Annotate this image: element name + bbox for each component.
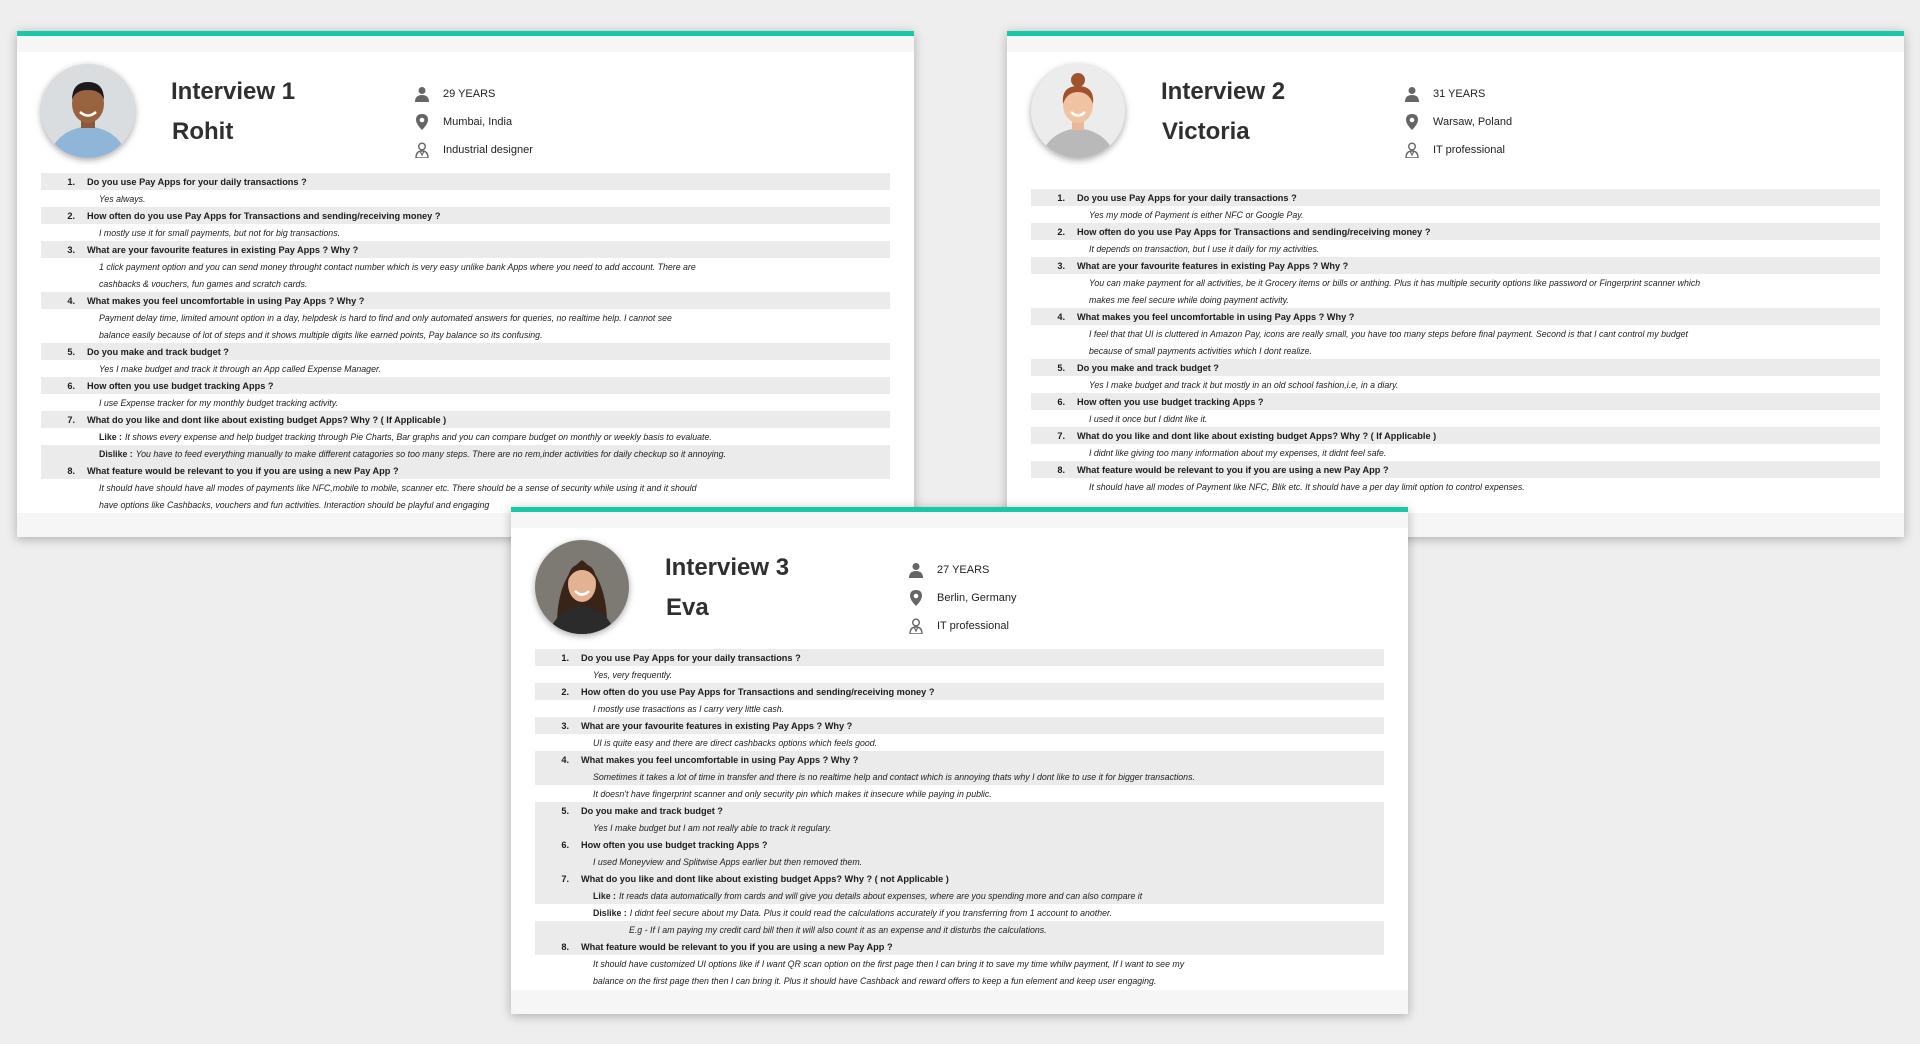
answer-line: balance on the first page then then I can bring it. Plus it should have Cashback and reward offers to keep a fun element and keep user engaging. (593, 975, 1157, 986)
question-number: 8. (561, 941, 569, 952)
question-number: 6. (561, 839, 569, 850)
profile-info (415, 80, 533, 164)
dislike-text: You have to feed everything manually to make different catagories so too many steps. There are no rem,inder activities for daily checkup so it annoying. (135, 448, 726, 459)
answer-line: because of small payments activities which I dont realize. (1089, 345, 1312, 356)
question-row (535, 717, 1384, 734)
question-text: How often you use budget tracking Apps ? (581, 839, 768, 850)
question-row (1031, 427, 1880, 444)
dislike-text: I didnt feel secure about my Data. Plus it could read the calculations accurately if you transferring from 1 account to another. (629, 907, 1113, 918)
answer-line: have options like Cashbacks, vouchers and fun activities. Interaction should be playful and engaging (99, 499, 490, 510)
age-value: 31 YEARS (1433, 88, 1486, 100)
person-icon (909, 562, 923, 578)
question-number: 6. (67, 380, 75, 391)
question-row (1031, 308, 1880, 325)
person-icon (415, 86, 429, 102)
dislike-line (41, 445, 890, 462)
occupation-row (909, 612, 1016, 640)
example-line: E.g - If I am paying my credit card bill then it will also count it as an expense and it disturbs the calculations. (535, 921, 1384, 938)
location-value: Berlin, Germany (937, 592, 1017, 604)
avatar-photo (535, 540, 629, 634)
like-text: It shows every expense and help budget tracking through Pie Charts, Bar graphs and you can compare budget on monthly or weekly basis to evaluate. (124, 431, 712, 442)
location-pin-icon (1405, 114, 1419, 130)
answer-line: It should have should have all modes of payments like NFC,mobile to mobile, scanner etc. There should be a sense of security while using it and it should (99, 482, 697, 493)
question-text: How often you use budget tracking Apps ? (87, 380, 274, 391)
like-label: Like : (593, 890, 616, 901)
answer-line: UI is quite easy and there are direct cashbacks options which feels good. (593, 737, 878, 748)
answer-line: It doesn't have fingerprint scanner and only security pin which makes it insecure while paying in public. (593, 788, 992, 799)
question-text: How often do you use Pay Apps for Transactions and sending/receiving money ? (1077, 226, 1431, 237)
answer-line: Yes, very frequently. (593, 669, 673, 680)
dislike-line (535, 904, 1384, 921)
question-number: 1. (67, 176, 75, 187)
question-number: 3. (1057, 260, 1065, 271)
age-value: 29 YEARS (443, 88, 496, 100)
question-row (1031, 359, 1880, 376)
answer-line: I didnt like giving too many information about my expenses, it didnt feel safe. (1089, 447, 1387, 458)
answer-line: makes me feel secure while doing payment activity. (1089, 294, 1289, 305)
question-row (41, 343, 890, 360)
person-icon (1405, 86, 1419, 102)
question-row (41, 377, 890, 394)
like-line (41, 428, 890, 445)
like-text: It reads data automatically from cards and will give you details about expenses, where are you spending more and can also compare it (618, 890, 1143, 901)
occupation-icon (1405, 142, 1419, 158)
question-number: 1. (561, 652, 569, 663)
question-text: Do you use Pay Apps for your daily transactions ? (1077, 192, 1297, 203)
answer-line: It should have customized UI options like if I want QR scan option on the first page then I can bring it to save my time whilw payment, If I want to see my (593, 958, 1185, 969)
question-row (41, 173, 890, 190)
card-bottom-strip (511, 990, 1408, 1014)
question-number: 4. (1057, 311, 1065, 322)
answer-line: Yes I make budget but I am not really able to track it regulary. (535, 819, 1384, 836)
answer-line: I used it once but I didnt like it. (1089, 413, 1208, 424)
card-top-strip (511, 512, 1408, 528)
question-number: 5. (561, 805, 569, 816)
question-text: Do you make and track budget ? (87, 346, 229, 357)
answer-line: Yes I make budget and track it through an App called Expense Manager. (99, 363, 382, 374)
interviewee-name: Victoria (1162, 118, 1250, 145)
occupation-row (415, 136, 533, 164)
question-text: How often you use budget tracking Apps ? (1077, 396, 1264, 407)
question-number: 1. (1057, 192, 1065, 203)
occupation-value: Industrial designer (443, 144, 533, 156)
question-number: 2. (561, 686, 569, 697)
question-number: 5. (67, 346, 75, 357)
question-row (1031, 223, 1880, 240)
location-value: Mumbai, India (443, 116, 513, 128)
question-text: What are your favourite features in existing Pay Apps ? Why ? (87, 244, 359, 255)
interview-card-3 (511, 507, 1408, 1014)
question-text: How often do you use Pay Apps for Transactions and sending/receiving money ? (87, 210, 441, 221)
interviewee-name: Rohit (172, 118, 234, 145)
qa-list (535, 649, 1384, 989)
answer-line: 1 click payment option and you can send money throught contact number which is very easy unlike bank Apps where you need to add account. There are (99, 261, 696, 272)
dislike-label: Dislike : (99, 448, 133, 459)
question-row (535, 938, 1384, 955)
interview-title: Interview 2 (1161, 78, 1286, 105)
question-text: What feature would be relevant to you if you are using a new Pay App ? (87, 465, 399, 476)
location-row (415, 108, 533, 136)
age-value: 27 YEARS (937, 564, 990, 576)
question-row (1031, 393, 1880, 410)
question-text: What are your favourite features in existing Pay Apps ? Why ? (1077, 260, 1349, 271)
question-row (41, 462, 890, 479)
answer-line: I mostly use trasactions as I carry very little cash. (593, 703, 785, 714)
question-text: Do you use Pay Apps for your daily transactions ? (581, 652, 801, 663)
question-text: What feature would be relevant to you if you are using a new Pay App ? (1077, 464, 1389, 475)
question-number: 3. (561, 720, 569, 731)
occupation-row (1405, 136, 1512, 164)
question-text: What do you like and dont like about existing budget Apps? Why ? ( If Applicable ) (1077, 430, 1437, 441)
question-row (1031, 189, 1880, 206)
question-text: What makes you feel uncomfortable in using Pay Apps ? Why ? (87, 295, 365, 306)
question-number: 6. (1057, 396, 1065, 407)
interview-card-1 (17, 31, 914, 537)
question-number: 4. (561, 754, 569, 765)
occupation-value: IT professional (937, 620, 1009, 632)
question-row (535, 870, 1384, 887)
location-row (909, 584, 1016, 612)
question-row (535, 836, 1384, 853)
answer-line: I mostly use it for small payments, but not for big transactions. (99, 227, 341, 238)
question-text: What do you like and dont like about existing budget Apps? Why ? ( If Applicable ) (87, 414, 447, 425)
like-line (535, 887, 1384, 904)
question-text: What do you like and dont like about existing budget Apps? Why ? ( not Applicable ) (581, 873, 949, 884)
question-number: 2. (1057, 226, 1065, 237)
like-label: Like : (99, 431, 122, 442)
question-number: 8. (67, 465, 75, 476)
question-text: What makes you feel uncomfortable in using Pay Apps ? Why ? (1077, 311, 1355, 322)
question-text: What feature would be relevant to you if you are using a new Pay App ? (581, 941, 893, 952)
question-text: What makes you feel uncomfortable in using Pay Apps ? Why ? (581, 754, 859, 765)
question-number: 7. (67, 414, 75, 425)
answer-line: I feel that that UI is cluttered in Amazon Pay, icons are really small, you have too many steps before final payment. Second is that I cant control my budget (1089, 328, 1688, 339)
question-number: 8. (1057, 464, 1065, 475)
location-pin-icon (909, 590, 923, 606)
question-number: 7. (1057, 430, 1065, 441)
answer-line: I used Moneyview and Splitwise Apps earlier but then removed them. (535, 853, 1384, 870)
question-row (41, 207, 890, 224)
profile-info (1405, 80, 1512, 164)
question-row (41, 241, 890, 258)
interview-title: Interview 3 (665, 554, 790, 581)
question-row (41, 292, 890, 309)
answer-line: Yes I make budget and track it but mostly in an old school fashion,i.e, in a diary. (1089, 379, 1399, 390)
age-row (415, 80, 533, 108)
question-row (41, 411, 890, 428)
answer-line: cashbacks & vouchers, fun games and scratch cards. (99, 278, 308, 289)
avatar-photo (1031, 64, 1125, 158)
answer-line: Payment delay time, limited amount option in a day, helpdesk is hard to find and only automated answers for queries, no realtime help. I cannot see (99, 312, 672, 323)
question-number: 7. (561, 873, 569, 884)
question-number: 2. (67, 210, 75, 221)
occupation-icon (415, 142, 429, 158)
question-row (535, 751, 1384, 768)
card-top-strip (17, 36, 914, 52)
age-row (1405, 80, 1512, 108)
interview-card-2 (1007, 31, 1904, 537)
question-number: 3. (67, 244, 75, 255)
answer-line: You can make payment for all activities, be it Grocery items or bills or anthing. Plus it has multiple security options like password or Fingerprint scanner which (1089, 277, 1701, 288)
occupation-value: IT professional (1433, 144, 1505, 156)
question-row (1031, 257, 1880, 274)
answer-line: I use Expense tracker for my monthly budget tracking activity. (99, 397, 338, 408)
qa-list (41, 173, 890, 513)
answer-line: balance easily because of lot of steps and it shows multiple digits like earned points, Pay balance so its confusing. (99, 329, 543, 340)
age-row (909, 556, 1016, 584)
location-value: Warsaw, Poland (1433, 116, 1513, 128)
answer-line: Yes my mode of Payment is either NFC or Google Pay. (1089, 209, 1304, 220)
question-text: Do you use Pay Apps for your daily transactions ? (87, 176, 307, 187)
question-text: Do you make and track budget ? (1077, 362, 1219, 373)
profile-info (909, 556, 1016, 640)
question-row (535, 683, 1384, 700)
qa-list (1031, 189, 1880, 495)
question-number: 4. (67, 295, 75, 306)
card-top-strip (1007, 36, 1904, 52)
avatar-photo (41, 64, 135, 158)
question-number: 5. (1057, 362, 1065, 373)
question-row (535, 802, 1384, 819)
question-row (1031, 461, 1880, 478)
answer-line: It should have all modes of Payment like NFC, Blik etc. It should have a per day limit option to control expenses. (1089, 481, 1525, 492)
question-text: How often do you use Pay Apps for Transactions and sending/receiving money ? (581, 686, 935, 697)
location-row (1405, 108, 1512, 136)
answer-line: Sometimes it takes a lot of time in transfer and there is no realtime help and contact which is annoying thats why I dont like to use it for bigger transactions. (535, 768, 1384, 785)
interview-title: Interview 1 (171, 78, 296, 105)
question-row (535, 649, 1384, 666)
location-pin-icon (415, 114, 429, 130)
interviewee-name: Eva (666, 594, 709, 621)
answer-line: Yes always. (99, 193, 146, 204)
dislike-label: Dislike : (593, 907, 627, 918)
answer-line: It depends on transaction, but I use it daily for my activities. (1089, 243, 1320, 254)
occupation-icon (909, 618, 923, 634)
question-text: Do you make and track budget ? (581, 805, 723, 816)
question-text: What are your favourite features in existing Pay Apps ? Why ? (581, 720, 853, 731)
